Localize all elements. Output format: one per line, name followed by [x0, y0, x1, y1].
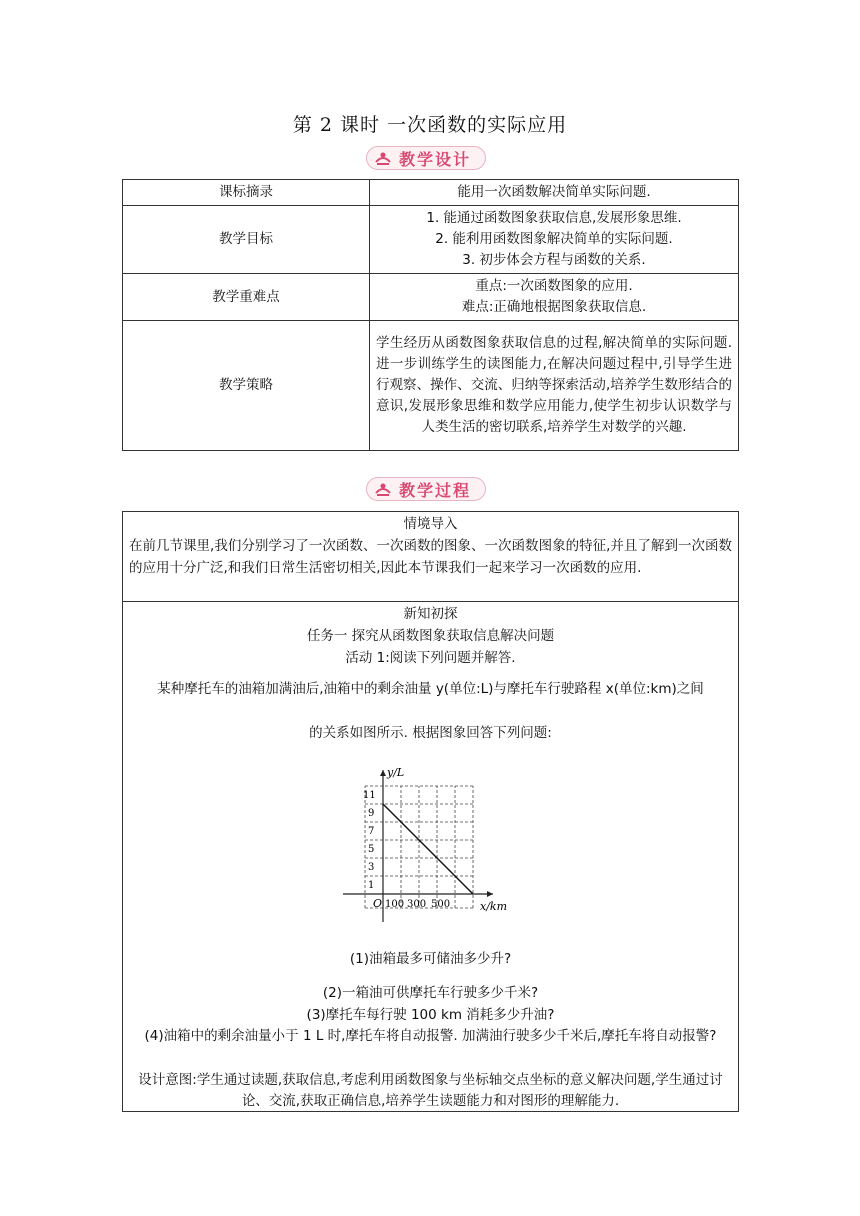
row-label: 教学目标	[123, 206, 370, 274]
y-tick-label: 9	[368, 808, 375, 819]
table-row	[123, 274, 739, 321]
row-value: 学生经历从函数图象获取信息的过程,解决简单的实际问题. 进一步训练学生的读图能力,在解决问题过程中,引导学生进行观察、操作、交流、归纳等探索活动,培养学生数形结合的意识,发展形象思维和数学应用能力,使学生初步认识数学与人类生活的密切联系,培养学生对数学的兴趣.	[370, 321, 739, 451]
intro-section	[123, 512, 738, 602]
intro-text: 在前几节课里,我们分别学习了一次函数、一次函数的图象、一次函数图象的特征,并且了解到一次函数的应用十分广泛,和我们日常生活密切相关,因此本节课我们一起来学习一次函数的应用.	[129, 538, 732, 576]
problem-text: 某种摩托车的油箱加满油后,油箱中的剩余油量 y(单位:L)与摩托车行驶路程 x(单位:km)之间	[157, 681, 704, 697]
y-tick-label: 7	[368, 826, 375, 837]
teaching-design-badge	[366, 146, 486, 170]
process-box	[122, 511, 739, 1112]
fuel-series-line	[383, 804, 473, 894]
book-hand-icon	[371, 480, 395, 498]
row-label: 教学策略	[123, 321, 370, 451]
teaching-process-badge	[366, 477, 486, 501]
y-tick-label: 1	[368, 880, 375, 891]
badge-label: 教学过程	[399, 480, 472, 500]
x-tick-label: 500	[431, 899, 451, 910]
question-1: (1)油箱最多可储油多少升?	[349, 951, 512, 967]
origin-label: O	[373, 897, 383, 910]
row-value	[370, 274, 739, 321]
key-line: 重点:一次函数图象的应用.	[475, 278, 633, 294]
new-heading: 新知初探	[403, 606, 458, 622]
question-2: (2)一箱油可供摩托车行驶多少千米?	[322, 985, 539, 1001]
key-line: 难点:正确地根据图象获取信息.	[461, 299, 647, 315]
y-tick-label: 11	[363, 790, 376, 801]
goal-line: 3. 初步体会方程与函数的关系.	[462, 252, 646, 268]
table-row	[123, 206, 739, 274]
y-tick-label: 3	[368, 862, 375, 873]
design-table	[122, 179, 739, 451]
row-label: 课标摘录	[123, 180, 370, 206]
intro-heading: 情境导入	[403, 516, 458, 532]
problem-text: 的关系如图所示. 根据图象回答下列问题:	[309, 725, 552, 741]
row-label: 教学重难点	[123, 274, 370, 321]
x-tick-label: 300	[407, 899, 427, 910]
goal-line: 2. 能利用函数图象解决简单的实际问题.	[435, 231, 673, 247]
book-hand-icon	[371, 149, 395, 167]
goal-line: 1. 能通过函数图象获取信息,发展形象思维.	[426, 210, 682, 226]
row-value: 能用一次函数解决简单实际问题.	[370, 180, 739, 206]
badge-label: 教学设计	[399, 149, 472, 169]
y-tick-label: 5	[368, 844, 375, 855]
y-axis-label: y/L	[387, 766, 405, 779]
lesson-title: 第 2 课时 一次函数的实际应用	[292, 114, 568, 136]
task-title: 任务一 探究从函数图象获取信息解决问题	[306, 628, 555, 644]
row-value	[370, 206, 739, 274]
question-4: (4)油箱中的剩余油量小于 1 L 时,摩托车将自动报警. 加满油行驶多少千米后,摩托车将自动报警?	[144, 1028, 717, 1044]
x-axis-label: x/km	[480, 900, 508, 913]
design-intent: 设计意图:学生通过读题,获取信息,考虑利用函数图象与坐标轴交点坐标的意义解决问题,学生通过讨论、交流,获取正确信息,培养学生读题能力和对图形的理解能力.	[138, 1072, 723, 1109]
table-row	[123, 321, 739, 451]
table-row	[123, 180, 739, 206]
x-tick-label: 100	[385, 899, 405, 910]
question-3: (3)摩托车每行驶 100 km 消耗多少升油?	[306, 1007, 555, 1023]
fuel-graph	[343, 762, 523, 936]
activity-title: 活动 1:阅读下列问题并解答.	[345, 650, 516, 666]
